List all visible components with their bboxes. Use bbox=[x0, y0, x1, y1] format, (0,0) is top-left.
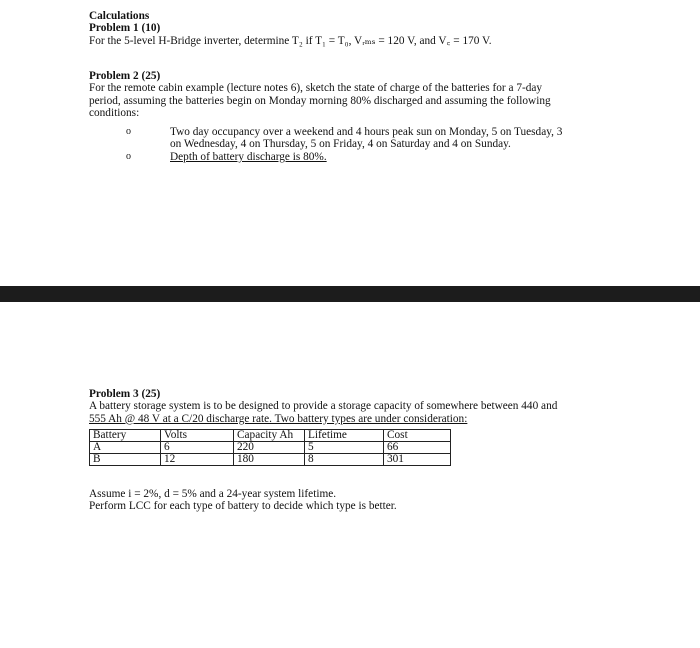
page-divider bbox=[0, 286, 700, 302]
problem-3-section bbox=[89, 388, 619, 425]
bullet-icon: o bbox=[126, 126, 131, 137]
table-header-cell: Volts bbox=[161, 430, 234, 442]
problem-3-assumption: Assume i = 2%, d = 5% and a 24-year system lifetime. bbox=[89, 488, 337, 500]
table-cell: 220 bbox=[234, 442, 305, 454]
page-1 bbox=[0, 0, 700, 286]
table-cell: 301 bbox=[384, 454, 451, 466]
table-cell: 6 bbox=[161, 442, 234, 454]
bullet-item bbox=[126, 151, 606, 163]
problem-2-title: Problem 2 (25) bbox=[89, 70, 161, 82]
bullet-line: on Wednesday, 4 on Thursday, 5 on Friday, 4 on Saturday and 4 on Sunday. bbox=[170, 138, 511, 151]
table-cell: A bbox=[90, 442, 161, 454]
table-header-cell: Cost bbox=[384, 430, 451, 442]
problem-3-footer bbox=[89, 488, 609, 513]
bullet-item bbox=[126, 126, 606, 151]
problem-1-text: For the 5-level H-Bridge inverter, determine T₂ if T₁ = T₀, Vᵣₘₛ = 120 V, and V꜀ = 170 V. bbox=[89, 34, 492, 47]
page-2 bbox=[0, 302, 700, 648]
problem-2-section bbox=[89, 70, 619, 120]
table-header-row bbox=[90, 430, 451, 442]
table-row bbox=[90, 454, 451, 466]
table-header-cell: Capacity Ah bbox=[234, 430, 305, 442]
battery-table bbox=[89, 429, 451, 466]
problem-1-title: Problem 1 (10) bbox=[89, 22, 161, 35]
problem-2-intro-line: For the remote cabin example (lecture notes 6), sketch the state of charge of the batteries for a 7-day bbox=[89, 82, 543, 95]
problem-2-bullet-list bbox=[126, 126, 606, 163]
bullet-icon: o bbox=[126, 150, 131, 162]
bullet-line: Depth of battery discharge is 80%. bbox=[170, 150, 327, 163]
calculations-heading: Calculations bbox=[89, 10, 150, 22]
table-row bbox=[90, 442, 451, 454]
bullet-line: Two day occupancy over a weekend and 4 hours peak sun on Monday, 5 on Tuesday, 3 bbox=[170, 126, 563, 138]
problem-3-instruction: Perform LCC for each type of battery to decide which type is better. bbox=[89, 500, 397, 513]
problem-1-section bbox=[89, 10, 609, 47]
problem-3-title: Problem 3 (25) bbox=[89, 388, 161, 400]
table-cell: 12 bbox=[161, 454, 234, 466]
table-cell: 5 bbox=[305, 442, 384, 454]
problem-3-intro-line: 555 Ah @ 48 V at a C/20 discharge rate. Two battery types are under consideration: bbox=[89, 412, 468, 425]
table-cell: 66 bbox=[384, 442, 451, 454]
table-header-cell: Lifetime bbox=[305, 430, 384, 442]
problem-2-intro-line: conditions: bbox=[89, 107, 140, 120]
table-cell: 8 bbox=[305, 454, 384, 466]
table-cell: B bbox=[90, 454, 161, 466]
table-cell: 180 bbox=[234, 454, 305, 466]
problem-3-intro-line: A battery storage system is to be designed to provide a storage capacity of somewhere between 440 and bbox=[89, 400, 558, 413]
problem-2-intro-line: period, assuming the batteries begin on Monday morning 80% discharged and assuming the following bbox=[89, 94, 551, 107]
table-header-cell: Battery bbox=[90, 430, 161, 442]
